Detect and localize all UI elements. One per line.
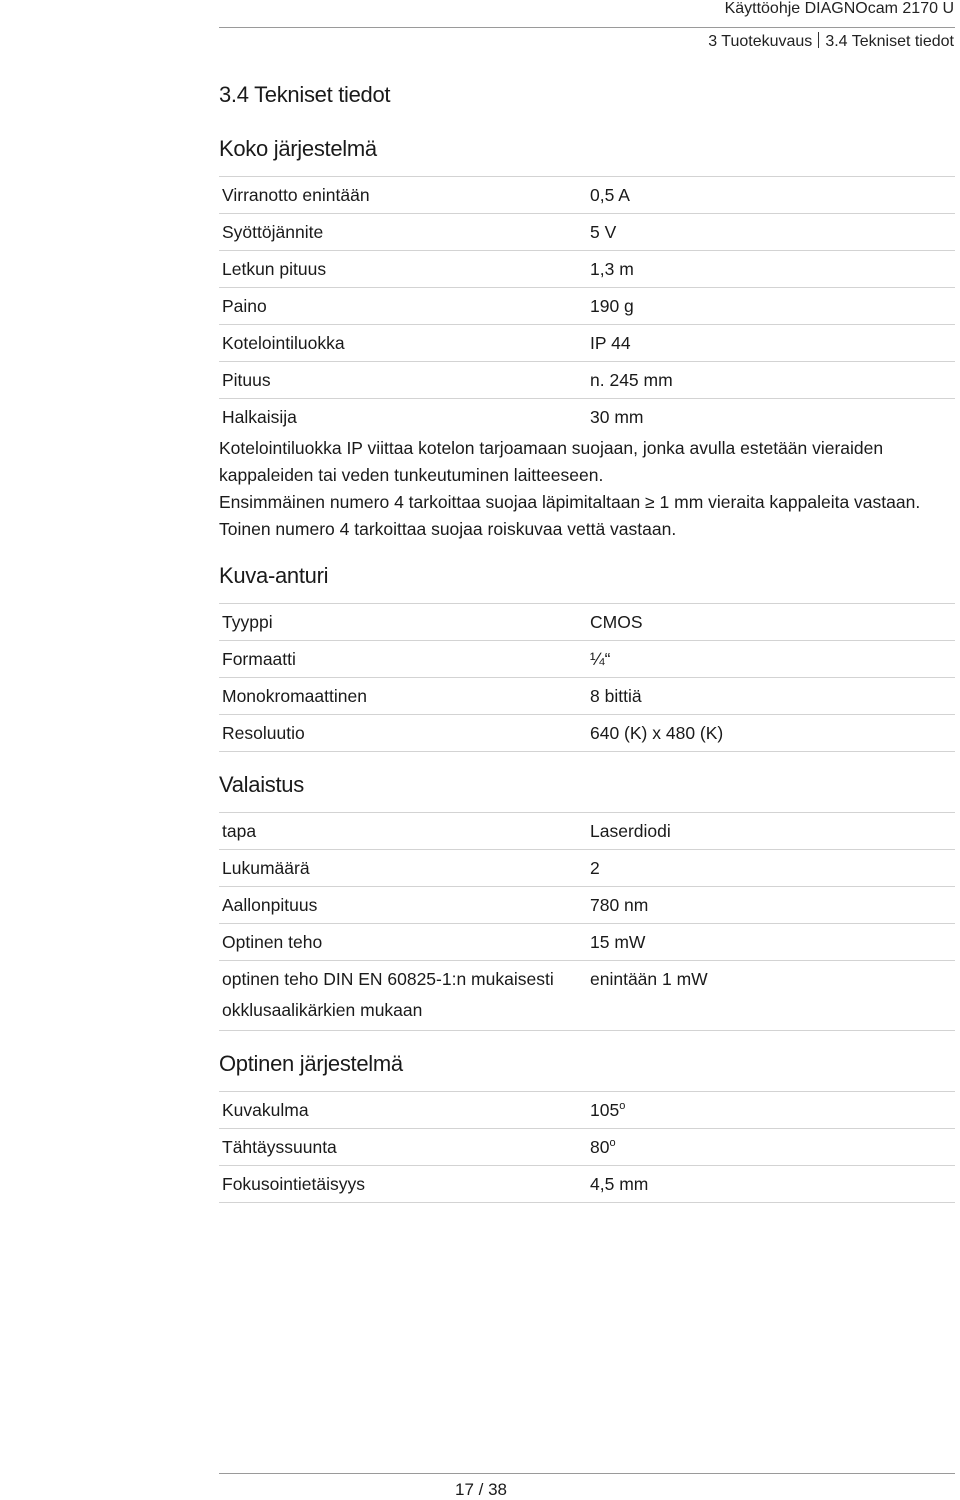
table-row (219, 362, 955, 399)
spec-table-valaistus (219, 812, 955, 1031)
spec-value: 0,5 A (587, 177, 955, 214)
breadcrumb-chapter: 3 Tuotekuvaus (708, 33, 813, 50)
spec-value: n. 245 mm (587, 362, 955, 399)
page-number (0, 1480, 960, 1500)
spec-value: 4,5 mm (587, 1166, 955, 1203)
spec-value: 190 g (587, 288, 955, 325)
spec-value: 15 mW (587, 924, 955, 961)
table-row (219, 1129, 955, 1166)
spec-value: Laserdiodi (587, 813, 955, 850)
section-title-kuva-anturi: Kuva-anturi (219, 563, 329, 588)
table-row (219, 924, 955, 961)
spec-value: 780 nm (587, 887, 955, 924)
spec-label: Halkaisija (219, 399, 587, 436)
table-row (219, 251, 955, 288)
spec-value: IP 44 (587, 325, 955, 362)
degree-mark: o (609, 1136, 616, 1149)
document-title: Käyttöohje DIAGNOcam 2170 U (724, 0, 954, 17)
degree-mark: o (619, 1099, 626, 1112)
table-row (219, 288, 955, 325)
table-row (219, 177, 955, 214)
spec-value (587, 1092, 955, 1129)
spec-label: optinen teho DIN EN 60825-1:n mukaisesti okklusaalikärkien mukaan (219, 961, 587, 1031)
spec-value: CMOS (587, 604, 955, 641)
spec-value: ¼“ (587, 641, 955, 678)
note-paragraph: Ensimmäinen numero 4 tarkoittaa suojaa läpimitaltaan ≥ 1 mm vieraita kappaleita vastaan. (219, 492, 921, 512)
spec-value: 8 bittiä (587, 678, 955, 715)
spec-label: Virranotto enintään (219, 177, 587, 214)
spec-table-koko-jarjestelma (219, 176, 955, 435)
spec-value: 2 (587, 850, 955, 887)
table-row (219, 1166, 955, 1203)
spec-value-number: 105 (590, 1099, 620, 1120)
spec-label: Formaatti (219, 641, 587, 678)
spec-label: Lukumäärä (219, 850, 587, 887)
spec-label: Aallonpituus (219, 887, 587, 924)
table-row (219, 961, 955, 1031)
spec-value: 640 (K) x 480 (K) (587, 715, 955, 752)
spec-value: 1,3 m (587, 251, 955, 288)
main-content (219, 80, 955, 1203)
note-paragraph: Toinen numero 4 tarkoittaa suojaa roiskuvaa vettä vastaan. (219, 519, 677, 539)
spec-label: Tyyppi (219, 604, 587, 641)
spec-value: 30 mm (587, 399, 955, 436)
table-row (219, 325, 955, 362)
spec-value: enintään 1 mW (587, 961, 955, 1031)
spec-label: Tähtäyssuunta (219, 1129, 587, 1166)
spec-label: Letkun pituus (219, 251, 587, 288)
section-title-optinen-jarjestelma: Optinen järjestelmä (219, 1051, 403, 1076)
header-rule (219, 27, 955, 28)
table-row (219, 604, 955, 641)
table-row (219, 641, 955, 678)
breadcrumb-section: 3.4 Tekniset tiedot (825, 33, 954, 50)
spec-label: Resoluutio (219, 715, 587, 752)
spec-label: Syöttöjännite (219, 214, 587, 251)
footer-rule (219, 1473, 955, 1474)
page-title: 3.4 Tekniset tiedot (219, 82, 391, 107)
table-row (219, 850, 955, 887)
ip-rating-note (219, 435, 955, 543)
spec-label: Pituus (219, 362, 587, 399)
spec-label: Kotelointiluokka (219, 325, 587, 362)
table-row (219, 399, 955, 436)
spec-label: Paino (219, 288, 587, 325)
spec-table-kuva-anturi (219, 603, 955, 752)
spec-value: 5 V (587, 214, 955, 251)
table-row (219, 887, 955, 924)
spec-label: Optinen teho (219, 924, 587, 961)
section-title-koko-jarjestelma: Koko järjestelmä (219, 136, 377, 161)
table-row (219, 214, 955, 251)
spec-table-optinen-jarjestelma (219, 1091, 955, 1203)
table-row (219, 678, 955, 715)
note-paragraph: Kotelointiluokka IP viittaa kotelon tarjoamaan suojaan, jonka avulla estetään vieraiden kappaleiden tai veden tunkeutuminen laitteeseen. (219, 438, 884, 485)
page-number-text: 17 / 38 (455, 1480, 507, 1499)
breadcrumb-separator (818, 32, 819, 48)
table-row (219, 715, 955, 752)
spec-value (587, 1129, 955, 1166)
spec-label: Fokusointietäisyys (219, 1166, 587, 1203)
table-row (219, 813, 955, 850)
spec-label: Kuvakulma (219, 1092, 587, 1129)
breadcrumb (708, 32, 954, 51)
spec-value-number: 80 (590, 1136, 610, 1157)
spec-label: Monokromaattinen (219, 678, 587, 715)
table-row (219, 1092, 955, 1129)
section-title-valaistus: Valaistus (219, 772, 304, 797)
spec-label: tapa (219, 813, 587, 850)
